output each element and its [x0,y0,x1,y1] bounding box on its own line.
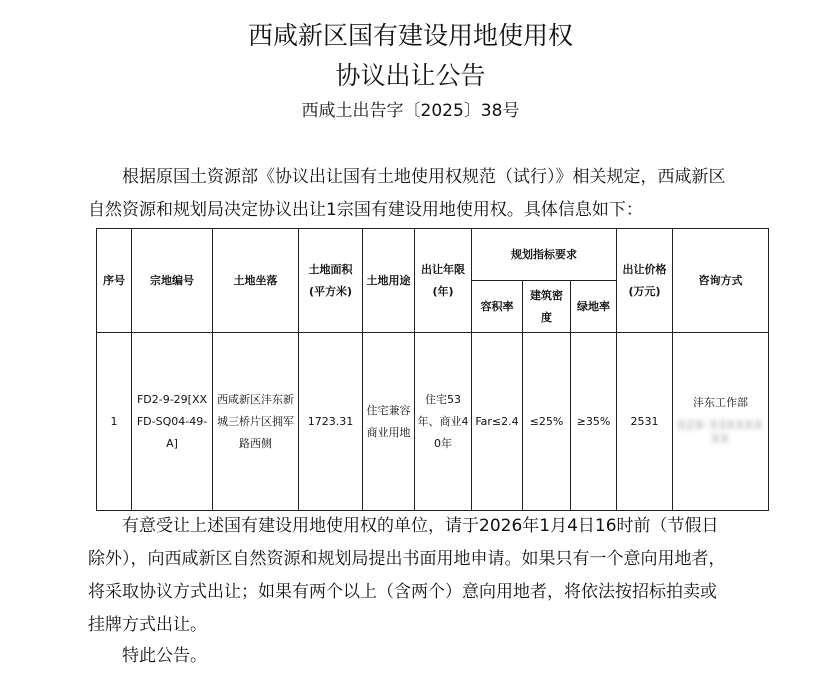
closing-line: 特此公告。 [122,646,207,666]
table-header-row [97,229,769,281]
header-price: 出让价格(万元) [617,229,673,333]
header-density: 建筑密度 [523,281,571,333]
header-use: 土地用途 [363,229,415,333]
cell-density: ≤25% [523,333,571,511]
consult-office: 沣东工作部 [693,396,749,410]
cell-seq: 1 [97,333,132,511]
header-planning: 规划指标要求 [472,229,617,281]
header-green: 绿地率 [571,281,617,333]
header-parcel-no: 宗地编号 [132,229,213,333]
land-parcel-table [96,228,769,511]
notice-title-line2: 协议出让公告 [335,61,486,90]
header-term: 出让年限(年) [415,229,472,333]
cell-area: 1723.31 [299,333,363,511]
cell-price: 2531 [617,333,673,511]
cell-parcel-no: FD2-9-29[XXFD-SQ04-49-A] [132,333,213,511]
cell-location: 西咸新区沣东新城三桥片区拥军路西侧 [213,333,299,511]
blurred-phone: 029-33XXXXXX [677,418,764,447]
table-row [97,333,769,511]
intro-paragraph: 根据原国土资源部《协议出让国有土地使用权规范（试行）》相关规定，西咸新区自然资源和规划局决定协议出让1宗国有建设用地使用权。具体信息如下： [88,167,726,220]
cell-green: ≥35% [571,333,617,511]
header-seq: 序号 [97,229,132,333]
header-location: 土地坐落 [213,229,299,333]
header-far: 容积率 [472,281,523,333]
cell-term: 住宅53年、商业40年 [415,333,472,511]
cell-use: 住宅兼容商业用地 [363,333,415,511]
header-area: 土地面积(平方米) [299,229,363,333]
notice-title-line1: 西咸新区国有建设用地使用权 [247,21,573,50]
application-paragraph: 有意受让上述国有建设用地使用权的单位，请于2026年1月4日16时前（节假日除外），向西咸新区自然资源和规划局提出书面用地申请。如果只有一个意向用地者，将采取协议方式出让；如果有两个以上（含两个）意向用地者，将依法按招标拍卖或挂牌方式出让。 [88,516,726,635]
cell-consult [673,333,769,511]
cell-far: Far≤2.4 [472,333,523,511]
document-number: 西咸土出告字〔2025〕38号 [301,101,520,121]
header-consult: 咨询方式 [673,229,769,333]
